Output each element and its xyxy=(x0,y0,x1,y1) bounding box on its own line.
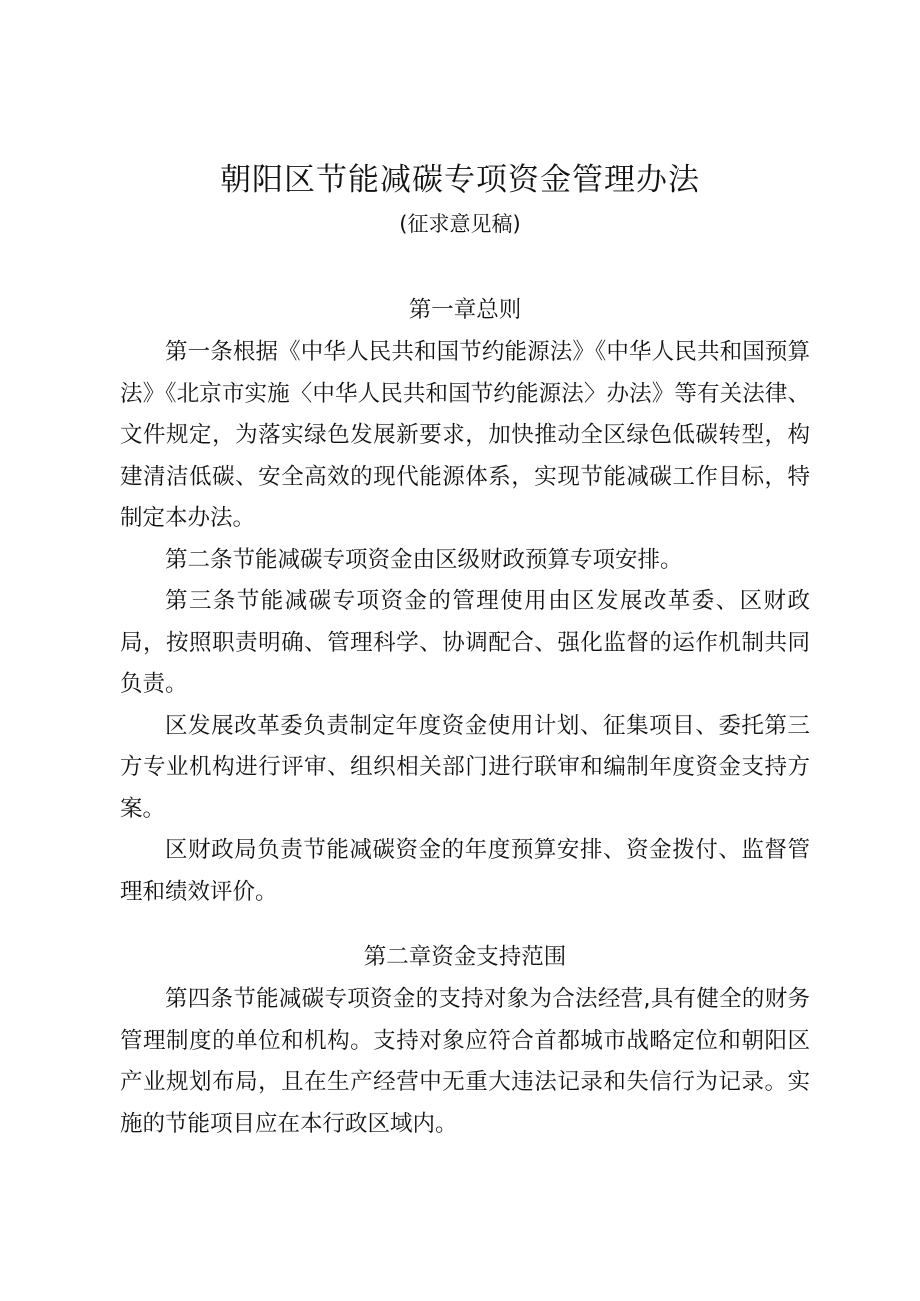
article-3-finance-paragraph: 区财政局负责节能减碳资金的年度预算安排、资金拨付、监督管理和绩效评价。 xyxy=(120,837,810,905)
article-2-paragraph: 第二条节能减碳专项资金由区级财政预算专项安排。 xyxy=(165,546,683,573)
article-4-paragraph: 第四条节能减碳专项资金的支持对象为合法经营,具有健全的财务管理制度的单位和机构。支持对象应符合首都城市战略定位和朝阳区产业规划布局，且在生产经营中无重大违法记录和失信行为记录。实施的节能项目应在本行政区域内。 xyxy=(120,986,810,1137)
chapter-1 xyxy=(120,290,810,332)
document-subtitle: (征求意见稿) xyxy=(399,212,521,236)
article-3-paragraph: 第三条节能减碳专项资金的管理使用由区发展改革委、区财政局，按照职责明确、管理科学、协调配合、强化监督的运作机制共同负责。 xyxy=(120,588,810,697)
chapter-2-heading: 第二章资金支持范围 xyxy=(363,944,567,970)
article-1-paragraph: 第一条根据《中华人民共和国节约能源法》《中华人民共和国预算法》《北京市实施〈中华人民共和国节约能源法〉办法》等有关法律、文件规定，为落实绿色发展新要求，加快推动全区绿色低碳转型，构建清洁低碳、安全高效的现代能源体系，实现节能减碳工作目标，特制定本办法。 xyxy=(120,339,810,531)
chapter-2-body xyxy=(120,979,810,1145)
chapter-1-heading: 第一章总则 xyxy=(408,297,522,323)
document-title: 朝阳区节能减碳专项资金管理办法 xyxy=(220,162,700,198)
chapter-1-body xyxy=(120,332,810,913)
article-3-ndrc-paragraph: 区发展改革委负责制定年度资金使用计划、征集项目、委托第三方专业机构进行评审、组织相关部门进行联审和编制年度资金支持方案。 xyxy=(120,712,810,822)
chapter-2 xyxy=(120,937,810,979)
